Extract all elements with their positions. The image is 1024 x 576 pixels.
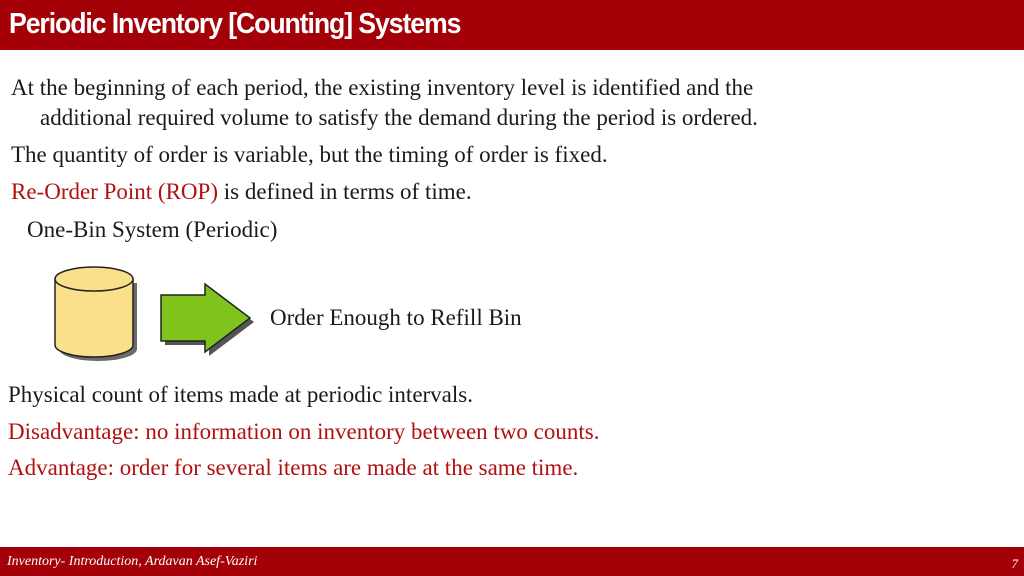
right-arrow-icon [158, 281, 258, 357]
diagram-label: Order Enough to Refill Bin [270, 305, 522, 330]
footer-text: Inventory- Introduction, Ardavan Asef-Vaziri [7, 554, 258, 569]
paragraph-intro-line2: additional required volume to satisfy the demand during the period is ordered. [40, 105, 758, 130]
advantage-text: Advantage: order for several items are made at the same time. [8, 455, 579, 480]
rop-term: Re-Order Point (ROP) [11, 179, 218, 204]
slide-title: Periodic Inventory [Counting] Systems [9, 8, 461, 40]
system-label: One-Bin System (Periodic) [27, 217, 278, 242]
paragraph-intro [11, 73, 1000, 133]
rop-definition: is defined in terms of time. [217, 179, 472, 204]
page-number: 7 [1011, 556, 1018, 571]
title-bar [0, 0, 1024, 50]
physical-count-text: Physical count of items made at periodic intervals. [8, 382, 473, 407]
footer-bar [0, 547, 1024, 576]
cylinder-bin-icon [52, 265, 142, 365]
paragraph-rop [11, 177, 472, 207]
disadvantage-text: Disadvantage: no information on inventory between two counts. [8, 419, 600, 444]
paragraph-quantity: The quantity of order is variable, but the timing of order is fixed. [11, 142, 608, 167]
paragraph-intro-line1: At the beginning of each period, the existing inventory level is identified and the [11, 75, 754, 100]
